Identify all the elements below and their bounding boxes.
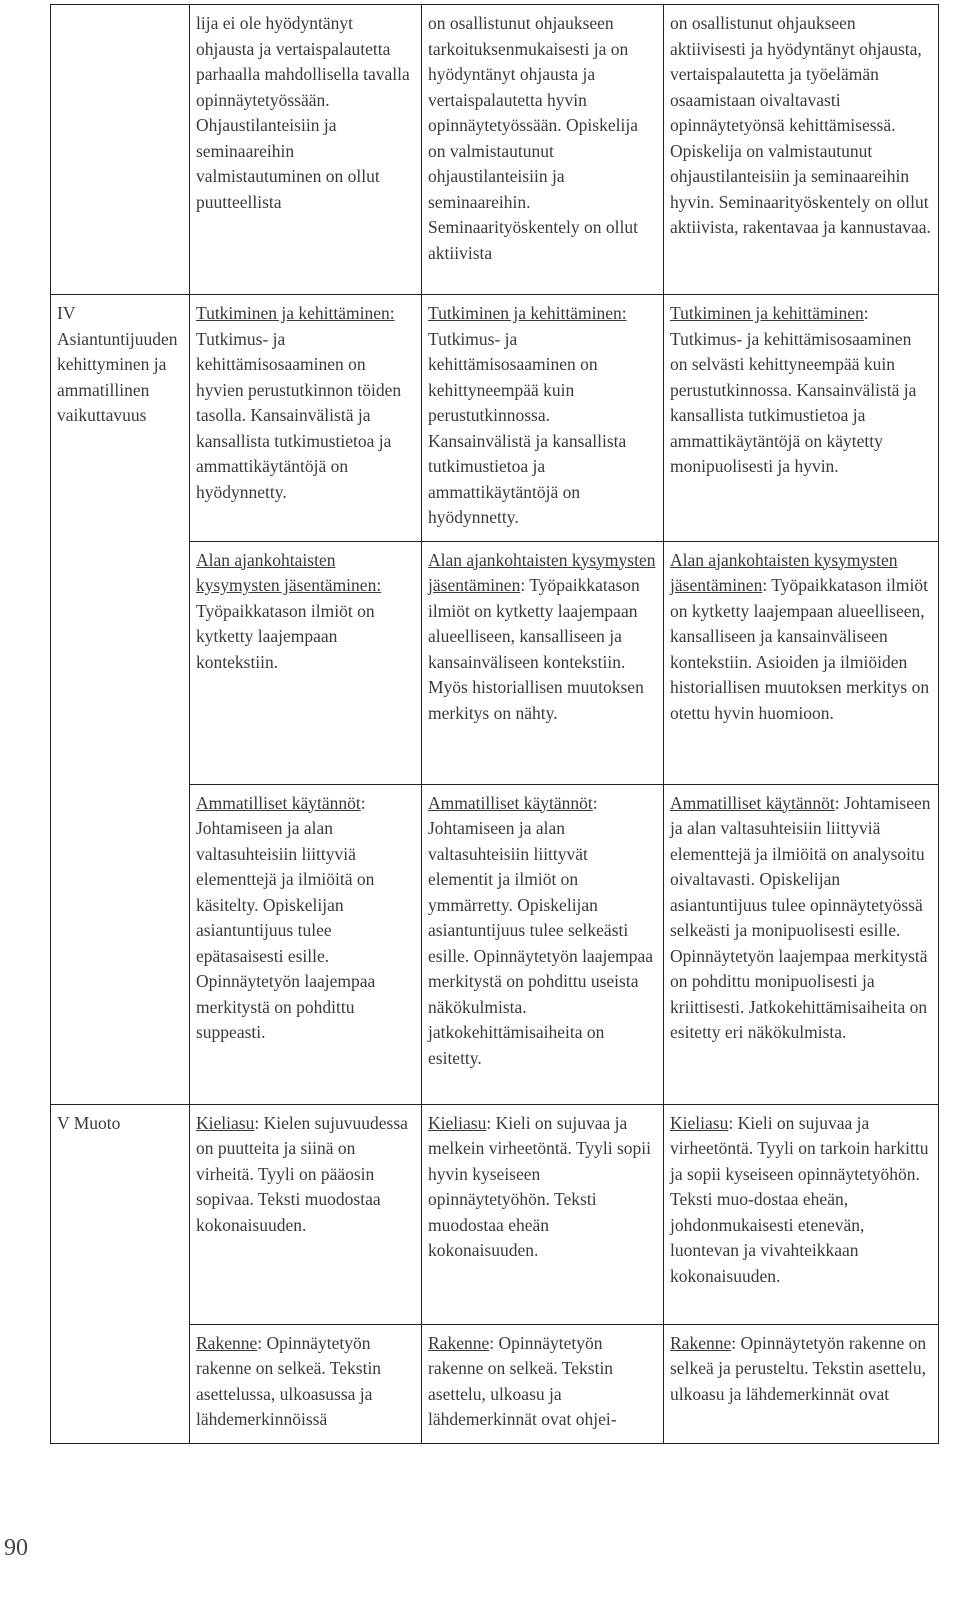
cell-text: Tutkimus- ja kehittämisosaaminen on hyvien perustutkinnon töiden tasolla. Kansainvälistä ja kansallista tutkimustietoa ja ammattikäytäntöjä on hyödynnetty.: [196, 328, 402, 502]
rubric-cell-excellent: [664, 5, 939, 295]
criterion-label: Rakenne: [428, 1332, 490, 1353]
cell-text: : Opinnäytetyön rakenne on selkeä. Tekstin asettelussa, ulkoasussa ja lähdemerkinnöissä: [196, 1332, 382, 1429]
cell-text: : Opinnäytetyön rakenne on selkeä. Tekstin asettelu, ulkoasu ja lähdemerkinnät ovat ohjei-: [428, 1332, 617, 1429]
rubric-cell-good: [422, 784, 664, 1104]
rubric-cell-excellent: [664, 295, 939, 542]
rubric-cell-good: [422, 5, 664, 295]
rubric-cell-good: [422, 1104, 664, 1324]
criterion-label: Ammatilliset käytännöt: [196, 792, 361, 813]
cell-text: on osallistunut ohjaukseen tarkoituksenmukaisesti ja on hyödyntänyt ohjausta ja vertaispalautetta hyvin opinnäytetyössään. Opiskelija on valmistautunut ohjaustilanteisiin ja seminaareihin. Seminaarityöskentely on ollut aktiivista: [428, 13, 638, 263]
rubric-row-professional-practices: [51, 784, 939, 1104]
cell-text: : Työpaikkatason ilmiöt on kytketty laajempaan alueelliseen, kansalliseen ja kansainväliseen kontekstiin. Asioiden ja ilmiöiden historiallisen muutoksen merkitys on otettu hyvin huomioon.: [670, 575, 930, 723]
criterion-label: Rakenne: [670, 1332, 732, 1353]
category-cell: [51, 5, 190, 295]
rubric-cell-excellent: [664, 1104, 939, 1324]
criterion-label: Ammatilliset käytännöt: [428, 792, 593, 813]
category-cell: IV Asiantuntijuuden kehittyminen ja ammatillinen vaikuttavuus: [51, 295, 190, 542]
criterion-label: Tutkiminen ja kehittäminen:: [428, 303, 627, 323]
cell-text: : Kieli on sujuvaa ja virheetöntä. Tyyli on tarkoin harkittu ja sopii kyseiseen opinnäytetyöhön. Teksti muo-dostaa eheän, johdonmukaisesti etenevän, luontevan ja vivahteikkaan kokonaisuuden.: [670, 1112, 929, 1286]
cell-text: : Johtamiseen ja alan valtasuhteisiin liittyviä elementtejä ja ilmiöitä on analysoitu oivaltavasti. Opiskelijan asiantuntijuus tulee opinnäytetyössä selkeästi ja monipuolisesti esille. Opinnäytetyön laajempaa merkitystä on pohdittu monipuolisesti ja kriittisesti. Jatkokehittämisaiheita on esitetty eri näkökulmista.: [670, 792, 931, 1042]
rubric-row-current-issues: [51, 541, 939, 784]
cell-text: Tutkimus- ja kehittämisosaaminen on kehittyneempää kuin perustutkinnossa. Kansainvälistä ja kansallista tutkimustietoa ja ammattikäytäntöjä on hyödynnetty.: [428, 328, 627, 527]
category-cell: [51, 541, 190, 784]
rubric-row-research: [51, 295, 939, 542]
criterion-label: Alan ajankohtaisten kysymysten jäsentäminen: [428, 549, 656, 595]
criterion-label: Alan ajankohtaisten kysymysten jäsentäminen:: [196, 549, 382, 595]
cell-text: Työpaikkatason ilmiöt on kytketty laajempaan kontekstiin.: [196, 600, 375, 672]
criterion-label: Kieliasu: [428, 1112, 487, 1133]
cell-text: : Johtamiseen ja alan valtasuhteisiin liittyviä elementtejä ja ilmiöitä on käsitelty. Opiskelijan asiantuntijuus tulee epätasaisesti esille. Opinnäytetyön laajempaa merkitystä on pohdittu suppeasti.: [196, 792, 376, 1042]
rubric-cell-satisfactory: [190, 784, 422, 1104]
rubric-cell-satisfactory: [190, 1104, 422, 1324]
criterion-label: Ammatilliset käytännöt: [670, 792, 835, 813]
rubric-cell-good: [422, 1324, 664, 1443]
cell-text: : Johtamiseen ja alan valtasuhteisiin liittyvät elementit ja ilmiöt on ymmärretty. Opiskelijan asiantuntijuus tulee selkeästi esille. Opinnäytetyön laajempaa merkitystä on pohdittu useista näkökulmista. jatkokehittämisaiheita on esitetty.: [428, 792, 653, 1068]
rubric-cell-good: [422, 541, 664, 784]
rubric-cell-satisfactory: [190, 5, 422, 295]
cell-text: : Tutkimus- ja kehittämisosaaminen on selvästi kehittyneempää kuin perustutkinnossa. Kansainvälistä ja kansallista tutkimustietoa ja ammattikäytäntöjä on käytetty monipuolisesti ja hyvin.: [670, 303, 917, 476]
page-number: 90: [4, 1535, 28, 1561]
category-cell: V Muoto: [51, 1104, 190, 1324]
criterion-label: Kieliasu: [670, 1112, 729, 1133]
cell-text: : Opinnäytetyön rakenne on selkeä ja perusteltu. Tekstin asettelu, ulkoasu ja lähdemerkinnät ovat: [670, 1332, 927, 1404]
assessment-rubric-table: [50, 4, 939, 1444]
rubric-cell-satisfactory: [190, 295, 422, 542]
rubric-cell-good: [422, 295, 664, 542]
cell-text: : Työpaikkatason ilmiöt on kytketty laajempaan alueelliseen, kansalliseen ja kansainväliseen kontekstiin. Myös historiallisen muutoksen merkitys on nähty.: [428, 575, 644, 723]
criterion-label: Tutkiminen ja kehittäminen:: [196, 303, 395, 323]
rubric-cell-excellent: [664, 784, 939, 1104]
category-cell: [51, 1324, 190, 1443]
category-cell: [51, 784, 190, 1104]
criterion-label: Alan ajankohtaisten kysymysten jäsentäminen: [670, 549, 898, 595]
rubric-cell-satisfactory: [190, 1324, 422, 1443]
criterion-label: Kieliasu: [196, 1112, 255, 1133]
cell-text: on osallistunut ohjaukseen aktiivisesti ja hyödyntänyt ohjausta, vertaispalautetta ja työelämän osaamistaan oivaltavasti opinnäytetyönsä kehittämisessä. Opiskelija on valmistautunut ohjaustilanteisiin ja seminaareihin hyvin. Seminaarityöskentely on ollut aktiivista, rakentavaa ja kannustavaa.: [670, 13, 931, 237]
criterion-label: Rakenne: [196, 1332, 258, 1353]
rubric-cell-excellent: [664, 541, 939, 784]
rubric-cell-excellent: [664, 1324, 939, 1443]
rubric-cell-satisfactory: [190, 541, 422, 784]
cell-text: : Kielen sujuvuudessa on puutteita ja siinä on virheitä. Tyyli on pääosin sopivaa. Teksti muodostaa kokonaisuuden.: [196, 1112, 408, 1235]
rubric-row-structure: [51, 1324, 939, 1443]
cell-text: lija ei ole hyödyntänyt ohjausta ja vertaispalautetta parhaalla mahdollisella tavalla opinnäytetyössään. Ohjaustilanteisiin ja seminaareihin valmistautuminen on ollut puutteellista: [196, 13, 410, 212]
cell-text: : Kieli on sujuvaa ja melkein virheetöntä. Tyyli sopii hyvin kyseiseen opinnäytetyöhön. Teksti muodostaa eheän kokonaisuuden.: [428, 1112, 651, 1260]
rubric-row-guidance: [51, 5, 939, 295]
rubric-row-language: [51, 1104, 939, 1324]
criterion-label: Tutkiminen ja kehittäminen: [670, 303, 864, 323]
